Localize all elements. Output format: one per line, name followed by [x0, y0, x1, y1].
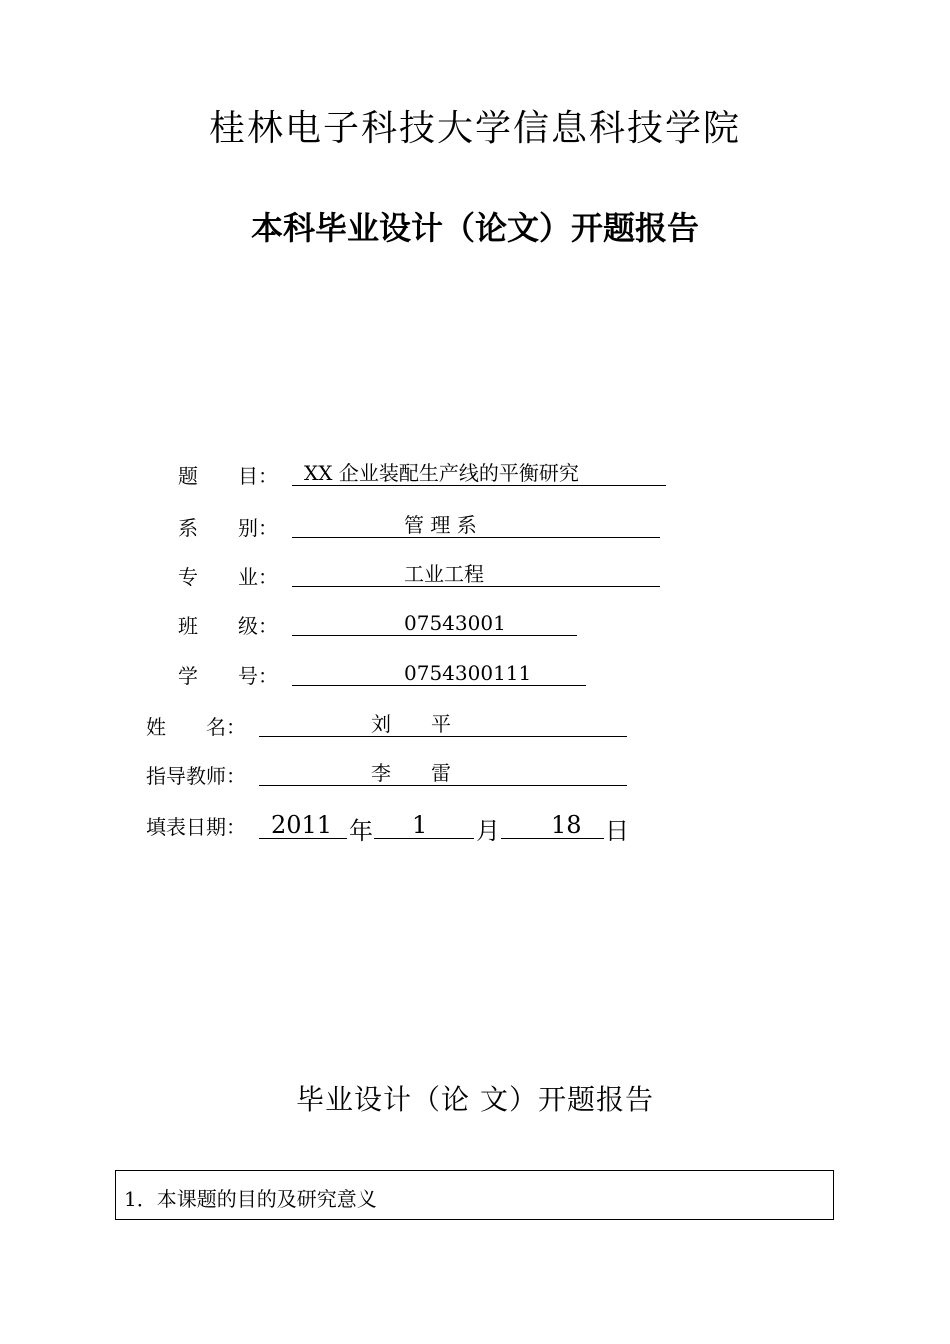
date-month [374, 811, 474, 839]
class-label: 班 级： [178, 614, 278, 638]
date-year [259, 811, 347, 839]
date-label: 填表日期： [146, 815, 246, 839]
class-text: 07543001 [404, 611, 506, 635]
student-id-label: 学 号： [178, 664, 278, 688]
topic-text: XX 企业装配生产线的平衡研究 [304, 461, 579, 485]
student-id-text: 0754300111 [404, 661, 532, 685]
date-day-text: 18 [551, 811, 582, 839]
major-text: 工业工程 [404, 562, 484, 586]
major-label: 专 业： [178, 565, 278, 589]
advisor-value [259, 760, 627, 786]
name-label: 姓 名： [146, 715, 246, 739]
department-text: 管 理 系 [404, 513, 477, 537]
date-month-text: 1 [412, 811, 428, 839]
advisor-text: 李 雷 [371, 761, 451, 785]
topic-label: 题 目： [178, 464, 278, 488]
section-item-1: 1．本课题的目的及研究意义 [124, 1187, 377, 1211]
name-text: 刘 平 [371, 712, 451, 736]
student-id-value [292, 660, 586, 686]
department-label: 系 别： [178, 516, 278, 540]
school-name: 桂林电子科技大学信息科技学院 [208, 108, 741, 149]
department-value [292, 512, 660, 538]
section-heading: 毕业设计（论 文）开题报告 [296, 1083, 654, 1116]
date-day [501, 811, 604, 839]
class-value [292, 610, 577, 636]
date-year-text: 2011 [271, 811, 333, 839]
date-month-unit: 月 [476, 817, 500, 845]
date-year-unit: 年 [349, 817, 373, 845]
advisor-label: 指导教师： [146, 764, 246, 788]
date-day-unit: 日 [605, 817, 629, 845]
topic-value [292, 460, 666, 486]
section-box [115, 1170, 834, 1220]
major-value [292, 561, 660, 587]
report-title: 本科毕业设计（论文）开题报告 [250, 209, 699, 247]
name-value [259, 711, 627, 737]
